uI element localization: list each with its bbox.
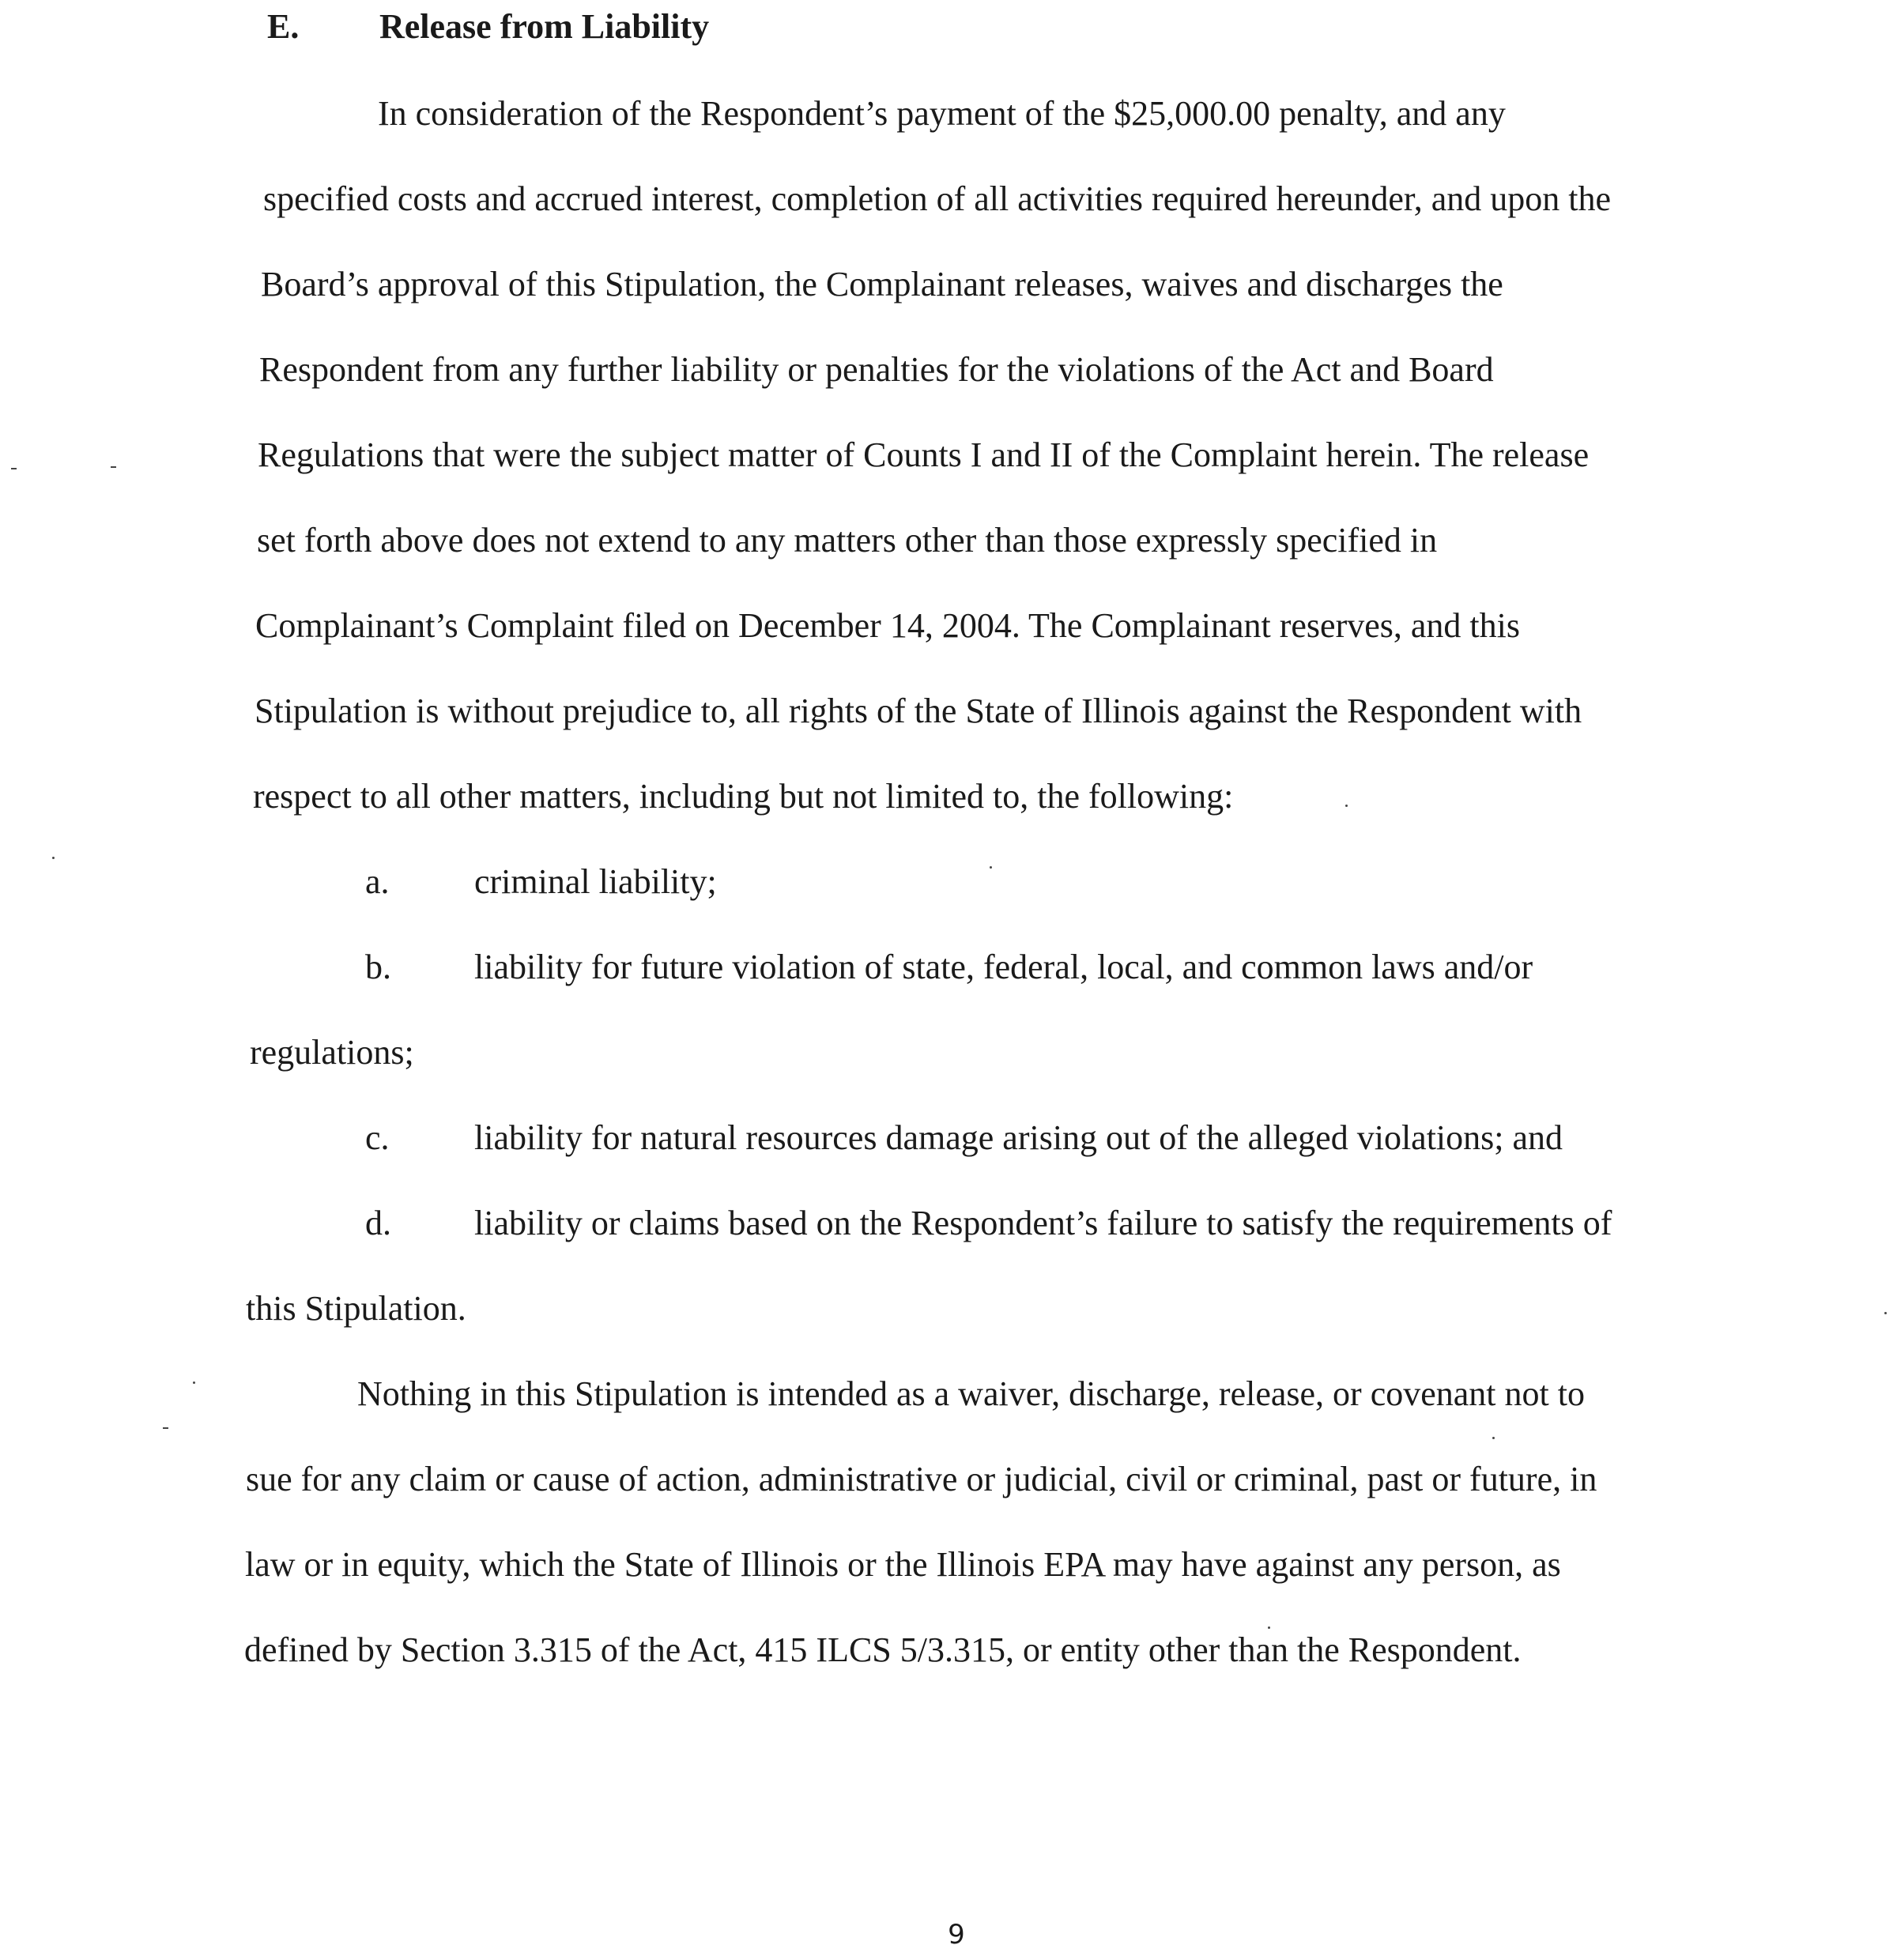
paragraph-line: In consideration of the Respondent’s payment of the $25,000.00 penalty, and any: [378, 94, 1506, 133]
list-marker: a.: [365, 862, 390, 901]
paragraph-line: defined by Section 3.315 of the Act, 415 ILCS 5/3.315, or entity other than the Respondent.: [244, 1630, 1522, 1669]
scan-speck: [11, 468, 17, 469]
paragraph-line: sue for any claim or cause of action, administrative or judicial, civil or criminal, past or future, in: [246, 1460, 1597, 1498]
paragraph-line: Complainant’s Complaint filed on December 14, 2004. The Complainant reserves, and this: [255, 606, 1520, 645]
scan-speck: [52, 857, 55, 859]
section-letter: E.: [267, 7, 300, 46]
paragraph-line: Regulations that were the subject matter of Counts I and II of the Complaint herein. The release: [258, 435, 1590, 474]
page-number: 9: [948, 1919, 965, 1951]
list-text: liability for natural resources damage arising out of the alleged violations; and: [474, 1118, 1563, 1157]
list-continuation: this Stipulation.: [246, 1289, 466, 1328]
scan-speck: [193, 1381, 195, 1384]
section-title: Release from Liability: [379, 7, 710, 46]
list-continuation: regulations;: [250, 1033, 414, 1072]
list-text: criminal liability;: [474, 862, 717, 901]
list-text: liability for future violation of state, federal, local, and common laws and/or: [474, 948, 1533, 986]
paragraph-line: law or in equity, which the State of Illinois or the Illinois EPA may have against any person, as: [245, 1545, 1561, 1584]
scan-speck: [1492, 1437, 1495, 1439]
scan-speck: [1268, 1626, 1270, 1629]
list-marker: c.: [365, 1118, 390, 1157]
paragraph-line: set forth above does not extend to any matters other than those expressly specified in: [257, 521, 1438, 560]
scan-speck: [163, 1427, 168, 1429]
paragraph-line: Board’s approval of this Stipulation, the Complainant releases, waives and discharges the: [261, 265, 1503, 303]
paragraph-line: Respondent from any further liability or penalties for the violations of the Act and Board: [259, 350, 1494, 389]
scan-speck: [990, 866, 992, 869]
scan-speck: [111, 466, 116, 468]
paragraph-line: specified costs and accrued interest, completion of all activities required hereunder, and upon the: [263, 179, 1612, 218]
list-marker: d.: [365, 1204, 391, 1242]
list-text: liability or claims based on the Respondent’s failure to satisfy the requirements of: [474, 1204, 1612, 1242]
scan-speck: [1345, 805, 1348, 807]
paragraph-line: Stipulation is without prejudice to, all rights of the State of Illinois against the Respondent with: [255, 692, 1582, 730]
scan-speck: [1884, 1312, 1887, 1314]
paragraph-line: Nothing in this Stipulation is intended as a waiver, discharge, release, or covenant not to: [357, 1374, 1585, 1413]
paragraph-line: respect to all other matters, including but not limited to, the following:: [253, 777, 1234, 816]
list-marker: b.: [365, 948, 391, 986]
